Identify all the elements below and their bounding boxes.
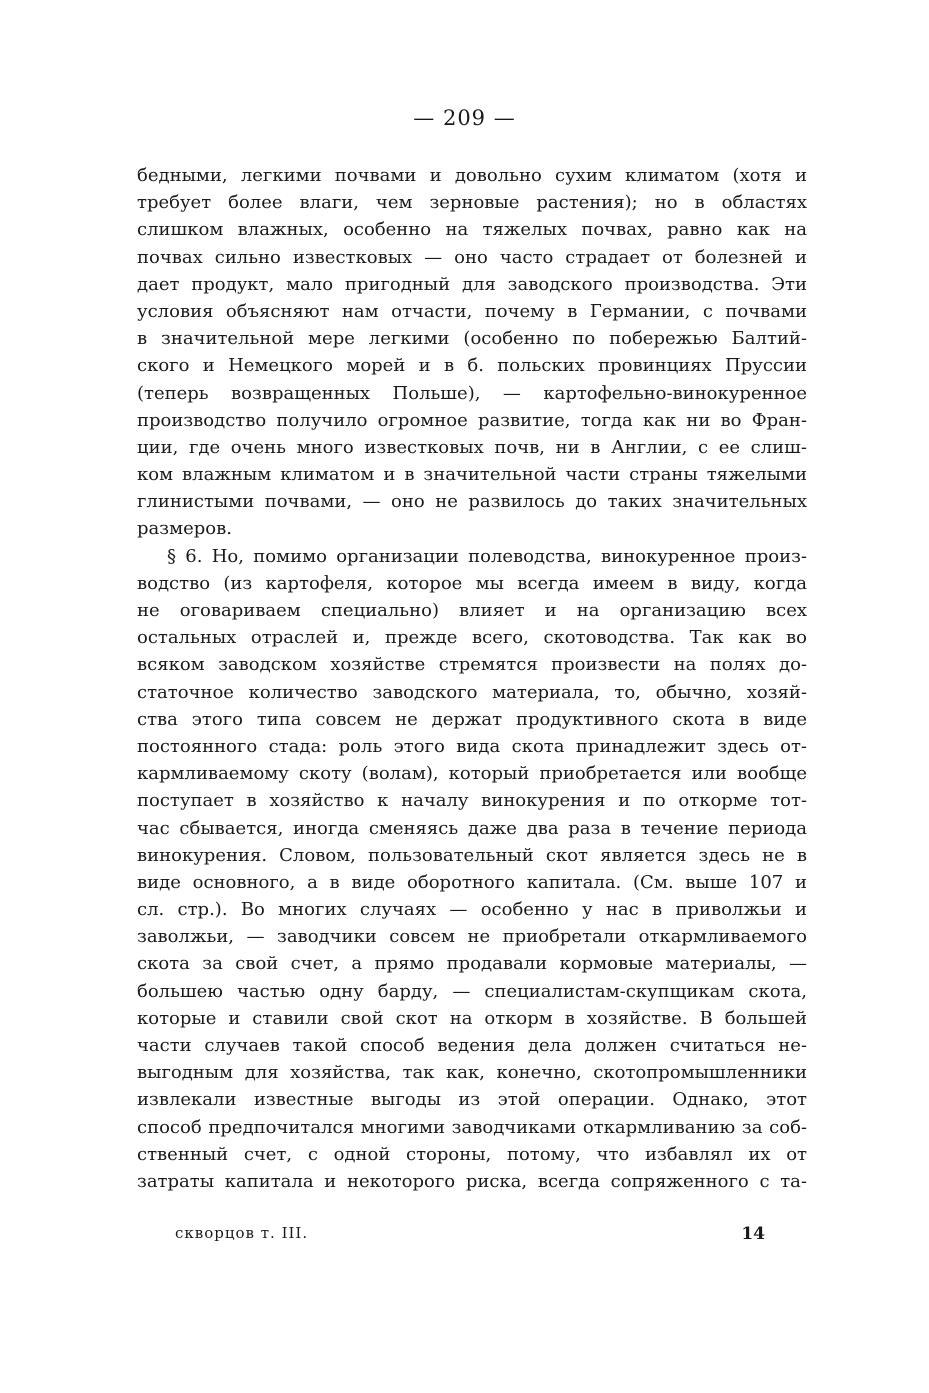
text-line: не оговариваем специально) влияет и на организацию всех — [137, 600, 807, 621]
text-line: сл. стр.). Во многих случаях — особенно у нас в приволжьи и — [137, 899, 807, 921]
text-line: час сбывается, иногда сменяясь даже два раза в течение периода — [137, 817, 807, 839]
text-line: которые и ставили свой скот на откорм в хозяйстве. В большей — [137, 1007, 807, 1029]
text-line: слишком влажных, особенно на тяжелых почвах, равно как на — [137, 219, 807, 241]
text-line: ции, где очень много известковых почв, ни в Англии, с ее слиш- — [137, 436, 807, 458]
text-line: в значительной мере легкими (особенно по побережью Балтий- — [137, 328, 807, 350]
text-line: условия объясняют нам отчасти, почему в Германии, с почвами — [137, 300, 807, 322]
text-line: глинистыми почвами, — оно не развилось до таких значительных — [137, 491, 807, 513]
text-line: выгодным для хозяйства, так как, конечно, скотопромышленники — [137, 1062, 807, 1084]
text-line: большею частью одну барду, — специалистам-скупщикам скота, — [137, 980, 807, 1002]
text-line: ком влажным климатом и в значительной части страны тяжелыми — [137, 464, 807, 486]
text-line: виде основного, а в виде оборотного капитала. (См. выше 107 и — [137, 871, 807, 893]
text-line: ственный счет, с одной стороны, потому, что избавлял их от — [137, 1143, 807, 1165]
text-line: извлекали известные выгоды из этой операции. Однако, этот — [137, 1089, 807, 1111]
body-text — [137, 162, 807, 1195]
text-line: винокурения. Словом, пользовательный скот является здесь не в — [137, 844, 807, 866]
text-line: (теперь возвращенных Польше), — картофельно-винокуренное — [137, 382, 807, 404]
text-line: ского и Немецкого морей и в б. польских провинциях Пруссии — [137, 355, 807, 377]
text-line: поступает в хозяйство к началу винокурения и по откорме тот- — [137, 790, 807, 812]
text-line: всяком заводском хозяйстве стремятся произвести на полях до- — [137, 654, 807, 676]
text-line: скота за свой счет, а прямо продавали кормовые материалы, — — [137, 953, 807, 975]
text-line: ства этого типа совсем не держат продуктивного скота в виде — [137, 708, 807, 730]
signature-label: скворцов т. III. — [175, 1224, 309, 1242]
text-line: остальных отраслей и, прежде всего, скотоводства. Так как во — [137, 627, 807, 649]
text-line: постоянного стада: роль этого вида скота принадлежит здесь от- — [137, 735, 807, 757]
text-line: бедными, легкими почвами и довольно сухим климатом (хотя и — [137, 165, 807, 186]
text-line: части случаев такой способ ведения дела должен считаться не- — [137, 1035, 807, 1056]
text-line: производство получило огромное развитие, тогда как ни во Фран- — [137, 409, 807, 431]
signature-number: 14 — [741, 1224, 765, 1244]
text-line: затраты капитала и некоторого риска, всегда сопряженного с та- — [137, 1170, 807, 1192]
text-line: § 6. Но, помимо организации полеводства, винокуренное произ- — [167, 545, 807, 567]
text-line: размеров. — [137, 518, 232, 540]
text-line: почвах сильно известковых — оно часто страдает от болезней и — [137, 246, 807, 268]
text-line: статочное количество заводского материала, то, обычно, хозяй- — [137, 681, 807, 703]
text-line: способ предпочитался многими заводчиками откармливанию за соб- — [137, 1116, 807, 1138]
text-line: заволжьи, — заводчики совсем не приобретали откармливаемого — [137, 926, 807, 948]
text-line: требует более влаги, чем зерновые растения); но в областях — [137, 192, 807, 214]
text-line: водство (из картофеля, которое мы всегда имеем в виду, когда — [137, 572, 807, 594]
text-line: дает продукт, мало пригодный для заводского производства. Эти — [137, 273, 807, 295]
text-line: кармливаемому скоту (волам), который приобретается или вообще — [137, 763, 807, 785]
page-number: — 209 — — [413, 106, 516, 130]
page-footer — [175, 1224, 765, 1244]
